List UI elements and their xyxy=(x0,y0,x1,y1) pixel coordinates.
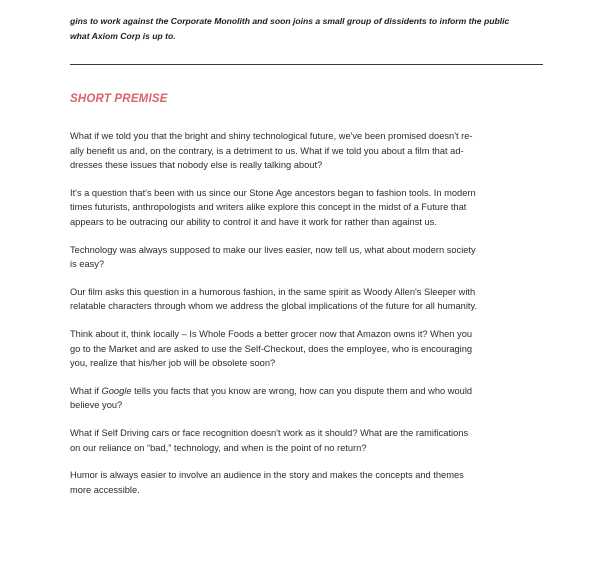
text-line: Technology was always supposed to make our lives easier, now tell us, what about modern society xyxy=(70,244,476,255)
intro-line: what Axiom Corp is up to. xyxy=(70,30,176,41)
text-fragment: What if xyxy=(70,385,102,396)
text-line: Our film asks this question in a humorous fashion, in the same spirit as Woody Allen's Sleeper with xyxy=(70,286,476,297)
text-line: more accessible. xyxy=(70,484,140,495)
section-heading: SHORT PREMISE xyxy=(70,93,168,105)
text-line: What if we told you that the bright and shiny technological future, we've been promised doesn't re- xyxy=(70,131,473,141)
text-line: ally benefit us and, on the contrary, is a detriment to us. What if we told you about a film that ad- xyxy=(70,145,464,156)
text-line: you, realize that his/her job will be obsolete soon? xyxy=(70,358,276,369)
text-line: What if Self Driving cars or face recognition doesn't work as it should? What are the ramifications xyxy=(70,427,469,438)
text-line: times futurists, anthropologists and writers alike explore this concept in the midst of a Future that xyxy=(70,202,467,213)
text-line: It's a question that's been with us since our Stone Age ancestors began to fashion tools. In modern xyxy=(70,187,476,198)
text-line: believe you? xyxy=(70,400,123,411)
text-line xyxy=(70,384,542,399)
text-line: is easy? xyxy=(70,259,105,270)
text-line: on our reliance on “bad,” technology, and when is the point of no return? xyxy=(70,442,367,453)
text-line: Think about it, think locally – Is Whole Foods a better grocer now that Amazon owns it? When you xyxy=(70,328,473,339)
premise-body xyxy=(70,129,542,510)
text-line: relatable characters through whom we address the global implications of the future for all humanity. xyxy=(70,301,478,312)
premise-paragraph xyxy=(70,384,542,413)
premise-paragraph xyxy=(70,468,542,497)
text-line: Humor is always easier to involve an audience in the story and makes the concepts and themes xyxy=(70,470,464,481)
emphasis-google: Google xyxy=(101,385,132,396)
premise-paragraph xyxy=(70,186,542,230)
premise-paragraph xyxy=(70,129,542,173)
text-line: go to the Market and are asked to use the Self-Checkout, does the employee, who is encouraging xyxy=(70,343,473,354)
premise-paragraph xyxy=(70,285,542,314)
text-line: dresses these issues that nobody else is really talking about? xyxy=(70,160,323,171)
premise-paragraph xyxy=(70,426,542,455)
intro-paragraph xyxy=(70,14,545,43)
section-divider xyxy=(70,64,543,65)
premise-paragraph xyxy=(70,243,542,272)
text-line: appears to be outracing our ability to control it and have it work for rather than against us. xyxy=(70,216,437,227)
intro-line: gins to work against the Corporate Monolith and soon joins a small group of dissidents to inform the public xyxy=(70,16,510,26)
premise-paragraph xyxy=(70,327,542,371)
text-fragment: tells you facts that you know are wrong, how can you dispute them and who would xyxy=(131,385,473,396)
